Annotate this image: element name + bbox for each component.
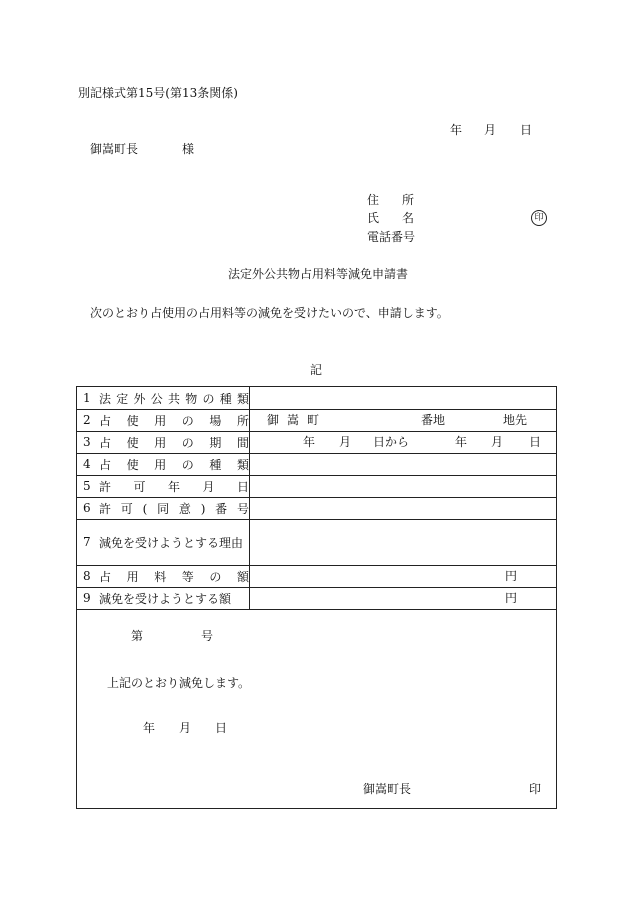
approval-text: 上記のとおり減免します。 — [107, 676, 251, 690]
row-num: 6 — [83, 501, 91, 515]
period-day-to: 日 — [529, 435, 542, 449]
row-text: 占使用の場所 — [99, 413, 249, 428]
approval-dai: 第 — [131, 629, 144, 643]
name-label-2: 名 — [402, 211, 415, 225]
row-text: 占使用の期間 — [99, 435, 249, 450]
approval-month: 月 — [179, 721, 192, 735]
address-label-2: 所 — [402, 193, 415, 207]
row-num: 4 — [83, 457, 91, 471]
row-label-7 — [83, 519, 249, 565]
row-text: 減免を受けようとする額 — [99, 591, 232, 606]
intro-text: 次のとおり占使用の占用料等の減免を受けたいので、申請します。 — [90, 306, 449, 320]
approval-go: 号 — [201, 629, 214, 643]
row-label-1 — [83, 387, 249, 409]
row-text: 法定外公共物の種類 — [99, 391, 249, 406]
row-label-8 — [83, 565, 249, 587]
fee-yen: 円 — [505, 569, 518, 583]
row-num: 5 — [83, 479, 91, 493]
row-label-9 — [83, 587, 249, 609]
approval-mayor: 御嵩町長 — [363, 782, 412, 796]
row-text: 占用料等の額 — [99, 569, 249, 584]
row-label-5 — [83, 475, 249, 497]
reduction-yen: 円 — [505, 591, 518, 605]
location-sakki: 地先 — [503, 413, 528, 427]
phone-label: 電話番号 — [367, 230, 416, 244]
date-year: 年 — [450, 123, 463, 137]
row-text: 許可(同意)番号 — [99, 501, 249, 516]
period-month-from: 月 — [339, 435, 352, 449]
approval-year: 年 — [143, 721, 156, 735]
period-year-from: 年 — [303, 435, 316, 449]
row-num: 8 — [83, 569, 91, 583]
approval-seal: 印 — [529, 782, 542, 796]
addressee-honorific: 様 — [182, 142, 195, 156]
period-year-to: 年 — [455, 435, 468, 449]
ki-label: 記 — [310, 363, 323, 377]
row-num: 7 — [83, 535, 91, 549]
row-text: 減免を受けようとする理由 — [99, 535, 244, 550]
name-label-1: 氏 — [367, 211, 380, 225]
seal-mark: 印 — [531, 210, 547, 226]
location-town: 御嵩町 — [267, 413, 328, 427]
row-label-4 — [83, 453, 249, 475]
document-title: 法定外公共物占用料等減免申請書 — [228, 267, 409, 281]
period-day-from: 日から — [373, 435, 410, 449]
location-banchi: 番地 — [421, 413, 446, 427]
form-id: 別記様式第15号(第13条関係) — [78, 86, 238, 100]
row-label-3 — [83, 431, 249, 453]
row-label-6 — [83, 497, 249, 519]
address-label-1: 住 — [367, 193, 380, 207]
row-num: 9 — [83, 591, 91, 605]
date-day: 日 — [520, 123, 533, 137]
date-month: 月 — [484, 123, 497, 137]
row-text: 許可年月日 — [99, 479, 249, 494]
approval-day: 日 — [215, 721, 228, 735]
row-num: 3 — [83, 435, 91, 449]
application-table — [76, 386, 557, 809]
period-month-to: 月 — [491, 435, 504, 449]
row-label-2 — [83, 409, 249, 431]
row-text: 占使用の種類 — [99, 457, 249, 472]
row-num: 1 — [83, 391, 91, 405]
addressee-name: 御嵩町長 — [90, 142, 139, 156]
row-num: 2 — [83, 413, 91, 427]
